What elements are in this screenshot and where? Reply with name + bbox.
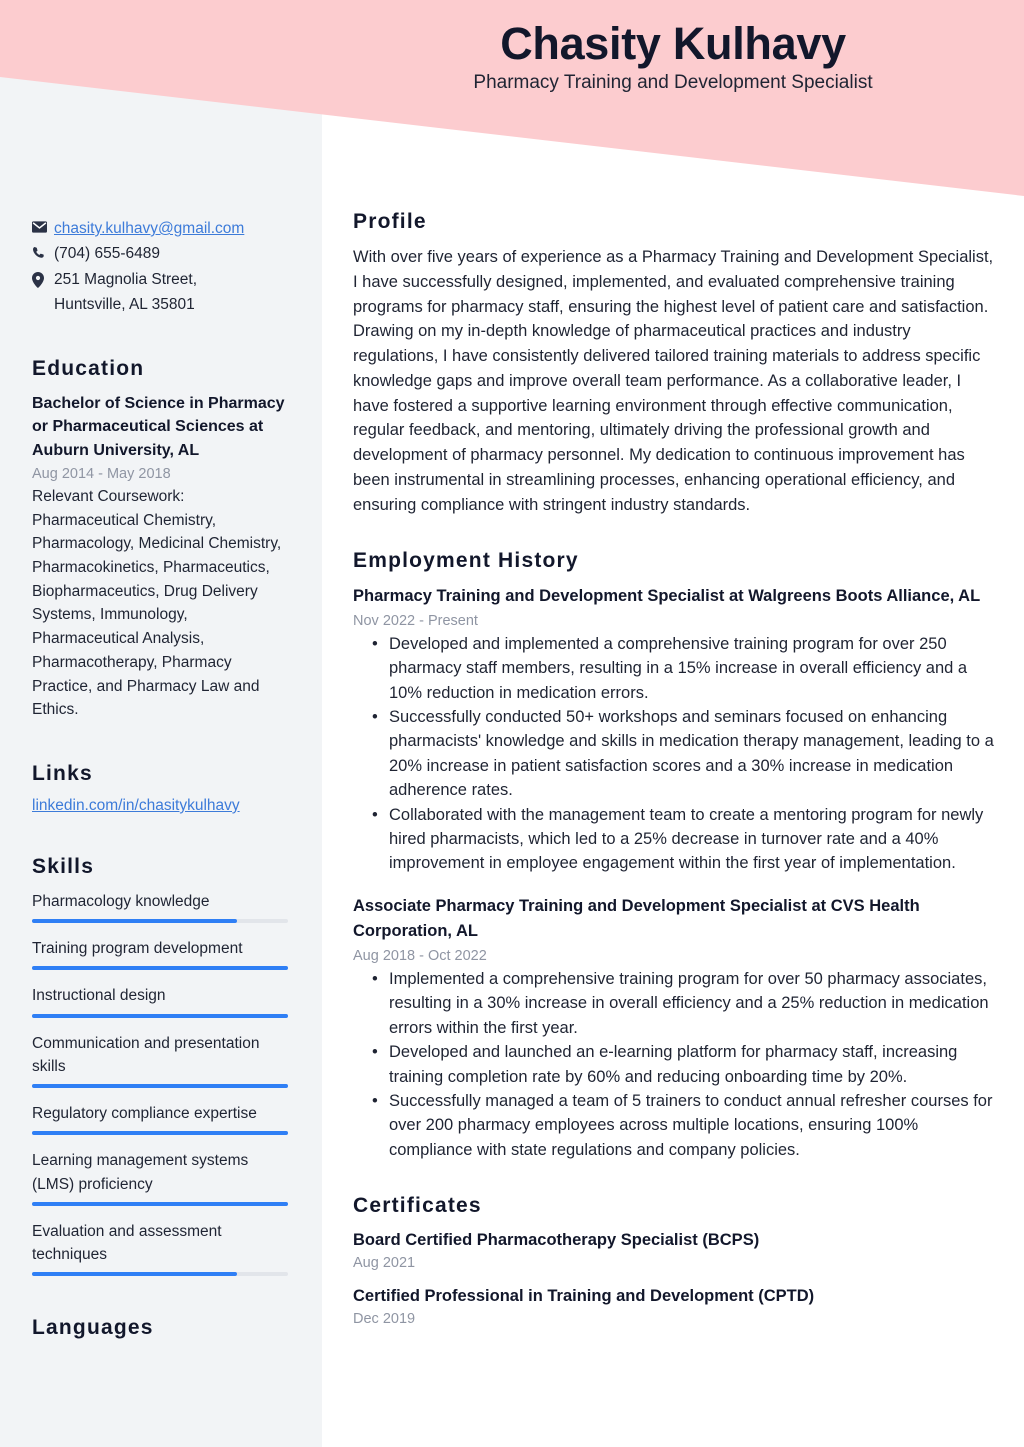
skill-item (32, 1032, 288, 1089)
skill-label: Instructional design (32, 987, 166, 1005)
languages-heading: Languages (32, 1316, 154, 1340)
certificate-entry (353, 1229, 994, 1271)
skill-label: Regulatory compliance expertise (32, 1105, 257, 1123)
location-pin-icon (32, 269, 54, 288)
sidebar (0, 0, 322, 1447)
skill-label: Pharmacology knowledge (32, 892, 210, 910)
skill-level-fill (32, 1084, 288, 1088)
contact-email-row[interactable] (32, 218, 288, 240)
skill-level-fill (32, 1131, 288, 1135)
skill-item (32, 1149, 288, 1206)
education-description: Relevant Coursework: Pharmaceutical Chemistry, Pharmacology, Medicinal Chemistry, Pharmacokinetics, Pharmaceutics, Biopharmaceutics, Drug Delivery Systems, Immunology, Pharmaceutical Analysis, Pharmacotherapy, Pharmacy Practice, and Pharmacy Law and Ethics. (32, 487, 282, 719)
skill-level-fill (32, 1202, 288, 1206)
skills-list (32, 890, 288, 1277)
candidate-job-title: Pharmacy Training and Development Specialist (473, 71, 873, 93)
certificate-entry (353, 1285, 994, 1327)
profile-heading: Profile (353, 210, 427, 233)
envelope-icon (32, 218, 54, 233)
skills-heading: Skills (32, 854, 95, 878)
skill-level-fill (32, 966, 288, 970)
phone-icon (32, 243, 54, 260)
employment-date: Aug 2018 - Oct 2022 (353, 948, 487, 964)
skill-level-fill (32, 1272, 237, 1276)
main-content (322, 0, 1024, 1359)
candidate-name: Chasity Kulhavy (500, 18, 846, 69)
education-entry (32, 392, 288, 722)
languages-section (32, 1316, 288, 1340)
education-degree: Bachelor of Science in Pharmacy or Pharmaceutical Sciences at Auburn University, AL (32, 394, 285, 459)
certificates-list (353, 1229, 994, 1327)
certificates-heading: Certificates (353, 1194, 482, 1218)
certificate-name: Certified Professional in Training and Development (CPTD) (353, 1287, 815, 1306)
skill-level-track (32, 1272, 288, 1276)
employment-bullet: • Successfully conducted 50+ workshops and seminars focused on enhancing pharmacists' knowledge and skills in medication therapy management, leading to a 20% increase in patient satisfaction scores and a 30% increase in medication adherence rates. (353, 705, 994, 803)
employment-bullet: • Successfully managed a team of 5 trainers to conduct annual refresher courses for over 200 pharmacy employees across multiple locations, ensuring 100% compliance with state regulations and company policies. (353, 1089, 994, 1162)
contact-info (32, 218, 288, 317)
skill-level-track (32, 1014, 288, 1018)
links-section (32, 762, 288, 815)
employment-list (353, 584, 994, 1162)
skill-level-fill (32, 1014, 288, 1018)
contact-address-line2: Huntsville, AL 35801 (54, 296, 195, 314)
skills-section (32, 855, 288, 1277)
certificate-name: Board Certified Pharmacotherapy Specialist (BCPS) (353, 1231, 760, 1250)
profile-section (353, 210, 994, 517)
employment-title: Pharmacy Training and Development Specialist at Walgreens Boots Alliance, AL (353, 587, 981, 606)
certificate-date: Dec 2019 (353, 1311, 416, 1328)
skill-level-track (32, 1084, 288, 1088)
skill-level-track (32, 1202, 288, 1206)
contact-email-value[interactable]: chasity.kulhavy@gmail.com (54, 220, 245, 237)
employment-title: Associate Pharmacy Training and Development Specialist at CVS Health Corporation, AL (353, 896, 920, 941)
skill-level-track (32, 1131, 288, 1135)
employment-entry (353, 584, 994, 876)
skill-level-track (32, 919, 288, 923)
employment-date: Nov 2022 - Present (353, 612, 478, 629)
employment-bullet-list (353, 632, 994, 876)
employment-heading: Employment History (353, 549, 579, 573)
contact-address-row (32, 269, 288, 291)
skill-item (32, 937, 288, 970)
employment-entry (353, 894, 994, 1162)
link-linkedin[interactable]: linkedin.com/in/chasitykulhavy (32, 796, 240, 814)
skill-item (32, 1220, 288, 1277)
contact-address-line1: 251 Magnolia Street, (54, 270, 198, 288)
employment-bullet: • Collaborated with the management team to create a mentoring program for newly hired pharmacists, which led to a 25% decrease in turnover rate and a 40% improvement in employee engagement within the first year of implementation. (353, 803, 994, 876)
employment-bullet-list (353, 967, 994, 1162)
employment-bullet: • Developed and implemented a comprehensive training program for over 250 pharmacy staff members, resulting in a 15% increase in overall efficiency and a 10% reduction in medication errors. (353, 632, 994, 705)
skill-level-fill (32, 919, 237, 923)
links-heading: Links (32, 761, 93, 785)
skill-level-track (32, 966, 288, 970)
contact-phone-row[interactable] (32, 243, 288, 265)
certificate-date: Aug 2021 (353, 1255, 416, 1272)
employment-section (353, 549, 994, 1162)
education-section (32, 357, 288, 722)
skill-label: Evaluation and assessment techniques (32, 1222, 222, 1264)
profile-text: With over five years of experience as a Pharmacy Training and Development Specialist, I have successfully designed, implemented, and evaluated comprehensive training programs for pharmacy staff, ensuring the highest level of patient care and satisfaction. Drawing on my in-depth knowledge of pharmaceutical practices and industry regulations, I have consistently delivered tailored training materials to address specific knowledge gaps and improve overall team performance. As a collaborative leader, I have fostered a supportive learning environment through effective communication, regular feedback, and mentoring, ultimately driving the professional growth and development of pharmacy personnel. My dedication to continuous improvement has been instrumental in streamlining processes, enhancing operational efficiency, and ensuring compliance with stringent industry standards. (353, 248, 994, 514)
education-date: Aug 2014 - May 2018 (32, 465, 171, 482)
skill-item (32, 890, 288, 923)
education-heading: Education (32, 356, 145, 380)
contact-phone-value: (704) 655-6489 (54, 245, 160, 263)
skill-label: Learning management systems (LMS) proficiency (32, 1152, 249, 1193)
skill-item (32, 1102, 288, 1135)
certificates-section (353, 1194, 994, 1327)
skill-label: Training program development (32, 940, 243, 958)
employment-bullet: • Implemented a comprehensive training program for over 50 pharmacy associates, resulting in a 30% increase in overall efficiency and a 25% reduction in medication errors within the first year. (353, 967, 994, 1040)
skill-label: Communication and presentation skills (32, 1034, 260, 1075)
skill-item (32, 984, 288, 1017)
employment-bullet: • Developed and launched an e-learning platform for pharmacy staff, increasing training completion rate by 60% and reducing onboarding time by 20%. (353, 1040, 994, 1089)
